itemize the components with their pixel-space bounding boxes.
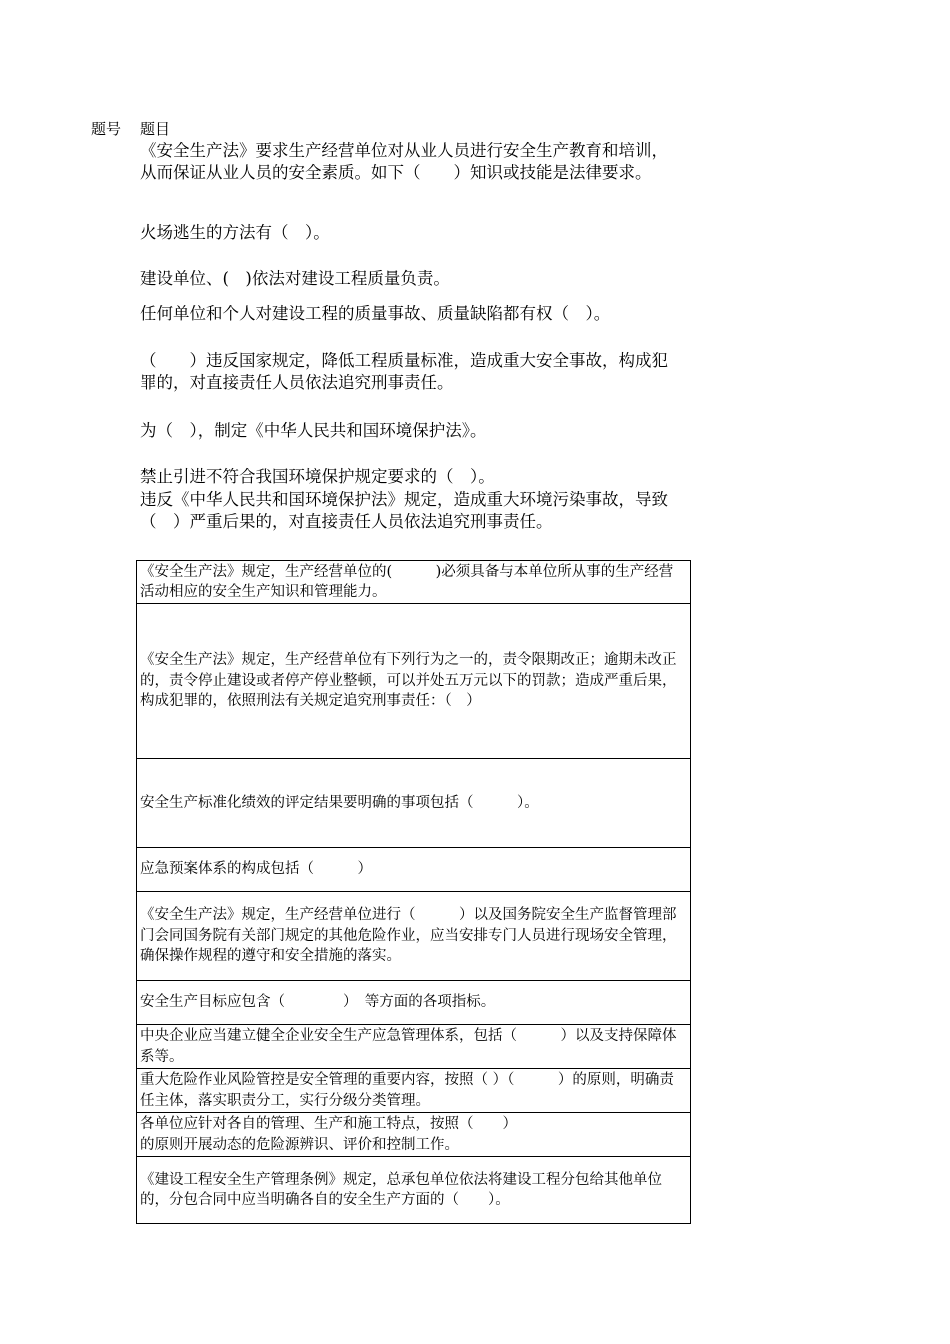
table-row: 《安全生产法》规定，生产经营单位有下列行为之一的，责令限期改正；逾期未改正的，责令停止建设或者停产停业整顿，可以并处五万元以下的罚款；造成严重后果，构成犯罪的，依照刑法有关规定追究刑事责任：（ ） (136, 603, 691, 759)
table-row: 安全生产标准化绩效的评定结果要明确的事项包括（ ）。 (136, 758, 691, 848)
header-question-title: 题目 (140, 120, 171, 138)
table-row: 《安全生产法》规定，生产经营单位进行（ ）以及国务院安全生产监督管理部门会同国务院有关部门规定的其他危险作业，应当安排专门人员进行现场安全管理，确保操作规程的遵守和安全措施的落实。 (136, 891, 691, 981)
table-row: 应急预案体系的构成包括（ ） (136, 847, 691, 892)
question-5: （ ）违反国家规定，降低工程质量标准，造成重大安全事故，构成犯罪的，对直接责任人员依法追究刑事责任。 (140, 351, 668, 392)
table-row: 重大危险作业风险管控是安全管理的重要内容，按照（ ）（ ）的原则，明确责任主体，落实职责分工，实行分级分类管理。 (136, 1068, 691, 1113)
question-8: 违反《中华人民共和国环境保护法》规定，造成重大环境污染事故，导致（ ）严重后果的，对直接责任人员依法追究刑事责任。 (140, 490, 668, 531)
question-7: 禁止引进不符合我国环境保护规定要求的（ ）。 (140, 467, 495, 486)
question-1: 《安全生产法》要求生产经营单位对从业人员进行安全生产教育和培训，从而保证从业人员的安全素质。如下（ ）知识或技能是法律要求。 (140, 141, 668, 182)
question-6: 为（ ），制定《中华人民共和国环境保护法》。 (140, 421, 487, 440)
table-row: 《安全生产法》规定，生产经营单位的( )必须具备与本单位所从事的生产经营活动相应的安全生产知识和管理能力。 (136, 560, 691, 604)
question-4: 任何单位和个人对建设工程的质量事故、质量缺陷都有权（ ）。 (140, 304, 611, 323)
table-row: 《建设工程安全生产管理条例》规定，总承包单位依法将建设工程分包给其他单位的，分包合同中应当明确各自的安全生产方面的（ ）。 (136, 1156, 691, 1224)
table-row: 中央企业应当建立健全企业安全生产应急管理体系，包括（ ）以及支持保障体系等。 (136, 1024, 691, 1069)
table-row: 安全生产目标应包含（ ） 等方面的各项指标。 (136, 980, 691, 1025)
question-3: 建设单位、( )依法对建设工程质量负责。 (140, 269, 450, 288)
table-row: 各单位应针对各自的管理、生产和施工特点，按照（ ） 的原则开展动态的危险源辨识、评价和控制工作。 (136, 1112, 691, 1157)
question-2: 火场逃生的方法有（ ）。 (140, 223, 330, 242)
header-question-number: 题号 (91, 120, 122, 138)
